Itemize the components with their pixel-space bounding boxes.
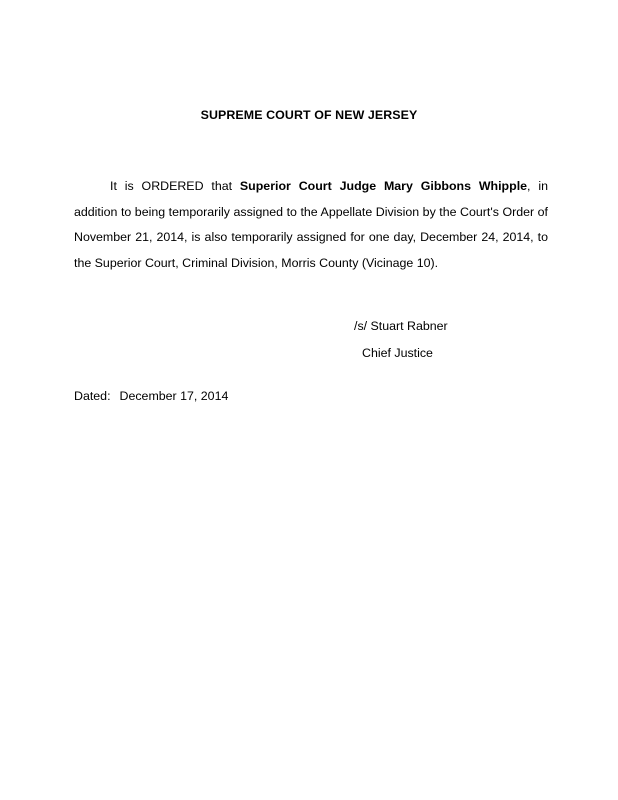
dated-label: Dated: — [74, 389, 111, 403]
order-body: , in addition to being temporarily assigned to the Appellate Division by the Court's Order of November 21, 2014, is also temporarily assigned for one day, December 24, 2014, to the Superior Court, Criminal Division, Morris County (Vicinage 10). — [74, 179, 548, 270]
order-intro: It is ORDERED that — [110, 179, 240, 193]
signer-title: Chief Justice — [362, 346, 433, 360]
judge-name: Superior Court Judge Mary Gibbons Whipple — [239, 179, 528, 193]
court-heading: SUPREME COURT OF NEW JERSEY — [200, 108, 418, 122]
signature-line: /s/ Stuart Rabner — [354, 319, 448, 333]
dated-value: December 17, 2014 — [119, 389, 229, 403]
dated-line — [74, 389, 228, 403]
order-paragraph — [74, 174, 548, 276]
